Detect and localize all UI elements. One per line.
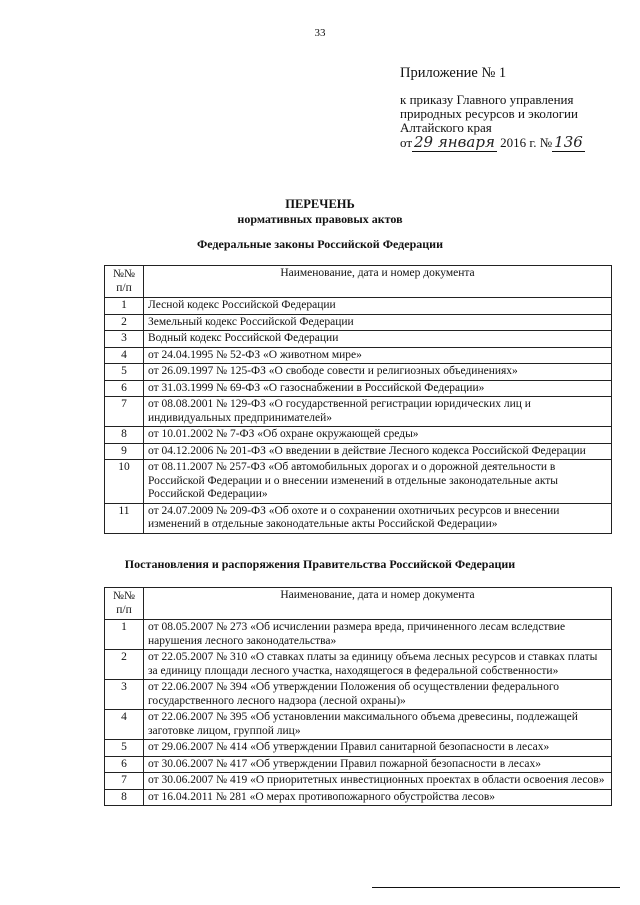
government-acts-table xyxy=(104,587,612,806)
table-row xyxy=(105,347,612,364)
table-row xyxy=(105,380,612,397)
table-row xyxy=(105,773,612,790)
table-row xyxy=(105,298,612,315)
table-row xyxy=(105,650,612,680)
row-number: 5 xyxy=(105,740,144,757)
document-name: Земельный кодекс Российской Федерации xyxy=(144,314,612,331)
table-row xyxy=(105,314,612,331)
government-acts-body xyxy=(105,620,612,806)
handwritten-date: 29 января xyxy=(414,133,495,151)
table-row xyxy=(105,756,612,773)
row-number: 1 xyxy=(105,620,144,650)
document-name: от 22.05.2007 № 310 «О ставках платы за единицу объема лесных ресурсов и ставках платы за единицу площади лесного участка, находящегося в федеральной собственности» xyxy=(144,650,612,680)
document-name: от 30.06.2007 № 419 «О приоритетных инвестиционных проектах в области освоения лесов» xyxy=(144,773,612,790)
row-number: 8 xyxy=(105,789,144,806)
row-number: 3 xyxy=(105,680,144,710)
table-row xyxy=(105,710,612,740)
appendix-line-1: к приказу Главного управления xyxy=(400,92,574,107)
table-row xyxy=(105,397,612,427)
row-number: 9 xyxy=(105,443,144,460)
section2-heading: Постановления и распоряжения Правительства Российской Федерации xyxy=(124,557,516,571)
col-name-header: Наименование, дата и номер документа xyxy=(144,588,612,620)
document-name: от 08.08.2001 № 129-ФЗ «О государственной регистрации юридических лиц и индивидуальных предпринимателей» xyxy=(144,397,612,427)
document-name: Лесной кодекс Российской Федерации xyxy=(144,298,612,315)
table-row xyxy=(105,789,612,806)
row-number: 4 xyxy=(105,347,144,364)
document-name: от 29.06.2007 № 414 «Об утверждении Правил санитарной безопасности в лесах» xyxy=(144,740,612,757)
appendix-line-3: Алтайского края xyxy=(400,120,492,135)
title-main: ПЕРЕЧЕНЬ xyxy=(285,197,355,211)
row-number: 2 xyxy=(105,650,144,680)
document-name: от 24.07.2009 № 209-ФЗ «Об охоте и о сохранении охотничьих ресурсов и внесении изменений в отдельные законодательные акты Российской Федерации» xyxy=(144,503,612,533)
document-name: от 08.11.2007 № 257-ФЗ «Об автомобильных дорогах и о дорожной деятельности в Российской Федерации и о внесении изменений в отдельные законодательные акты Российской Федерации» xyxy=(144,460,612,504)
col-name-header: Наименование, дата и номер документа xyxy=(144,266,612,298)
section1-heading: Федеральные законы Российской Федерации xyxy=(197,237,443,251)
table-header-row xyxy=(105,266,612,298)
table-header-row xyxy=(105,588,612,620)
table-row xyxy=(105,503,612,533)
row-number: 2 xyxy=(105,314,144,331)
title-sub: нормативных правовых актов xyxy=(237,212,403,226)
row-number: 7 xyxy=(105,397,144,427)
document-name: от 31.03.1999 № 69-ФЗ «О газоснабжении в Российской Федерации» xyxy=(144,380,612,397)
appendix-line-2: природных ресурсов и экологии xyxy=(400,106,578,121)
document-name: от 08.05.2007 № 273 «Об исчислении размера вреда, причиненного лесам вследствие нарушения лесного законодательства» xyxy=(144,620,612,650)
document-name: от 22.06.2007 № 394 «Об утверждении Положения об осуществлении федерального государственного лесного надзора (лесной охраны)» xyxy=(144,680,612,710)
table-row xyxy=(105,460,612,504)
row-number: 10 xyxy=(105,460,144,504)
page-number: 33 xyxy=(314,27,326,39)
row-number: 4 xyxy=(105,710,144,740)
document-name: от 10.01.2002 № 7-ФЗ «Об охране окружающей среды» xyxy=(144,427,612,444)
footer-rule xyxy=(372,887,620,888)
table-row xyxy=(105,427,612,444)
document-title xyxy=(0,197,640,227)
date-suffix: 2016 г. № xyxy=(500,135,553,150)
row-number: 5 xyxy=(105,364,144,381)
row-number: 1 xyxy=(105,298,144,315)
document-name: Водный кодекс Российской Федерации xyxy=(144,331,612,348)
document-name: от 24.04.1995 № 52-ФЗ «О животном мире» xyxy=(144,347,612,364)
date-prefix: от xyxy=(400,135,413,150)
document-name: от 16.04.2011 № 281 «О мерах противопожарного обустройства лесов» xyxy=(144,789,612,806)
handwritten-number: 136 xyxy=(554,133,583,151)
row-number: 11 xyxy=(105,503,144,533)
table-row xyxy=(105,364,612,381)
table-row xyxy=(105,443,612,460)
federal-laws-body xyxy=(105,298,612,534)
row-number: 6 xyxy=(105,756,144,773)
document-name: от 26.09.1997 № 125-ФЗ «О свободе совести и религиозных объединениях» xyxy=(144,364,612,381)
row-number: 6 xyxy=(105,380,144,397)
appendix-date-line xyxy=(400,135,630,150)
table-row xyxy=(105,331,612,348)
document-name: от 22.06.2007 № 395 «Об установлении максимального объема древесины, подлежащей заготовке лицом, группой лиц» xyxy=(144,710,612,740)
appendix-block xyxy=(400,66,630,150)
federal-laws-table xyxy=(104,265,612,534)
table-row xyxy=(105,740,612,757)
row-number: 7 xyxy=(105,773,144,790)
appendix-heading: Приложение № 1 xyxy=(400,65,507,81)
document-name: от 30.06.2007 № 417 «Об утверждении Правил пожарной безопасности в лесах» xyxy=(144,756,612,773)
table-row xyxy=(105,620,612,650)
col-number-header: №№ п/п xyxy=(105,266,144,298)
table-row xyxy=(105,680,612,710)
row-number: 8 xyxy=(105,427,144,444)
col-number-header: №№ п/п xyxy=(105,588,144,620)
row-number: 3 xyxy=(105,331,144,348)
document-name: от 04.12.2006 № 201-ФЗ «О введении в действие Лесного кодекса Российской Федерации xyxy=(144,443,612,460)
